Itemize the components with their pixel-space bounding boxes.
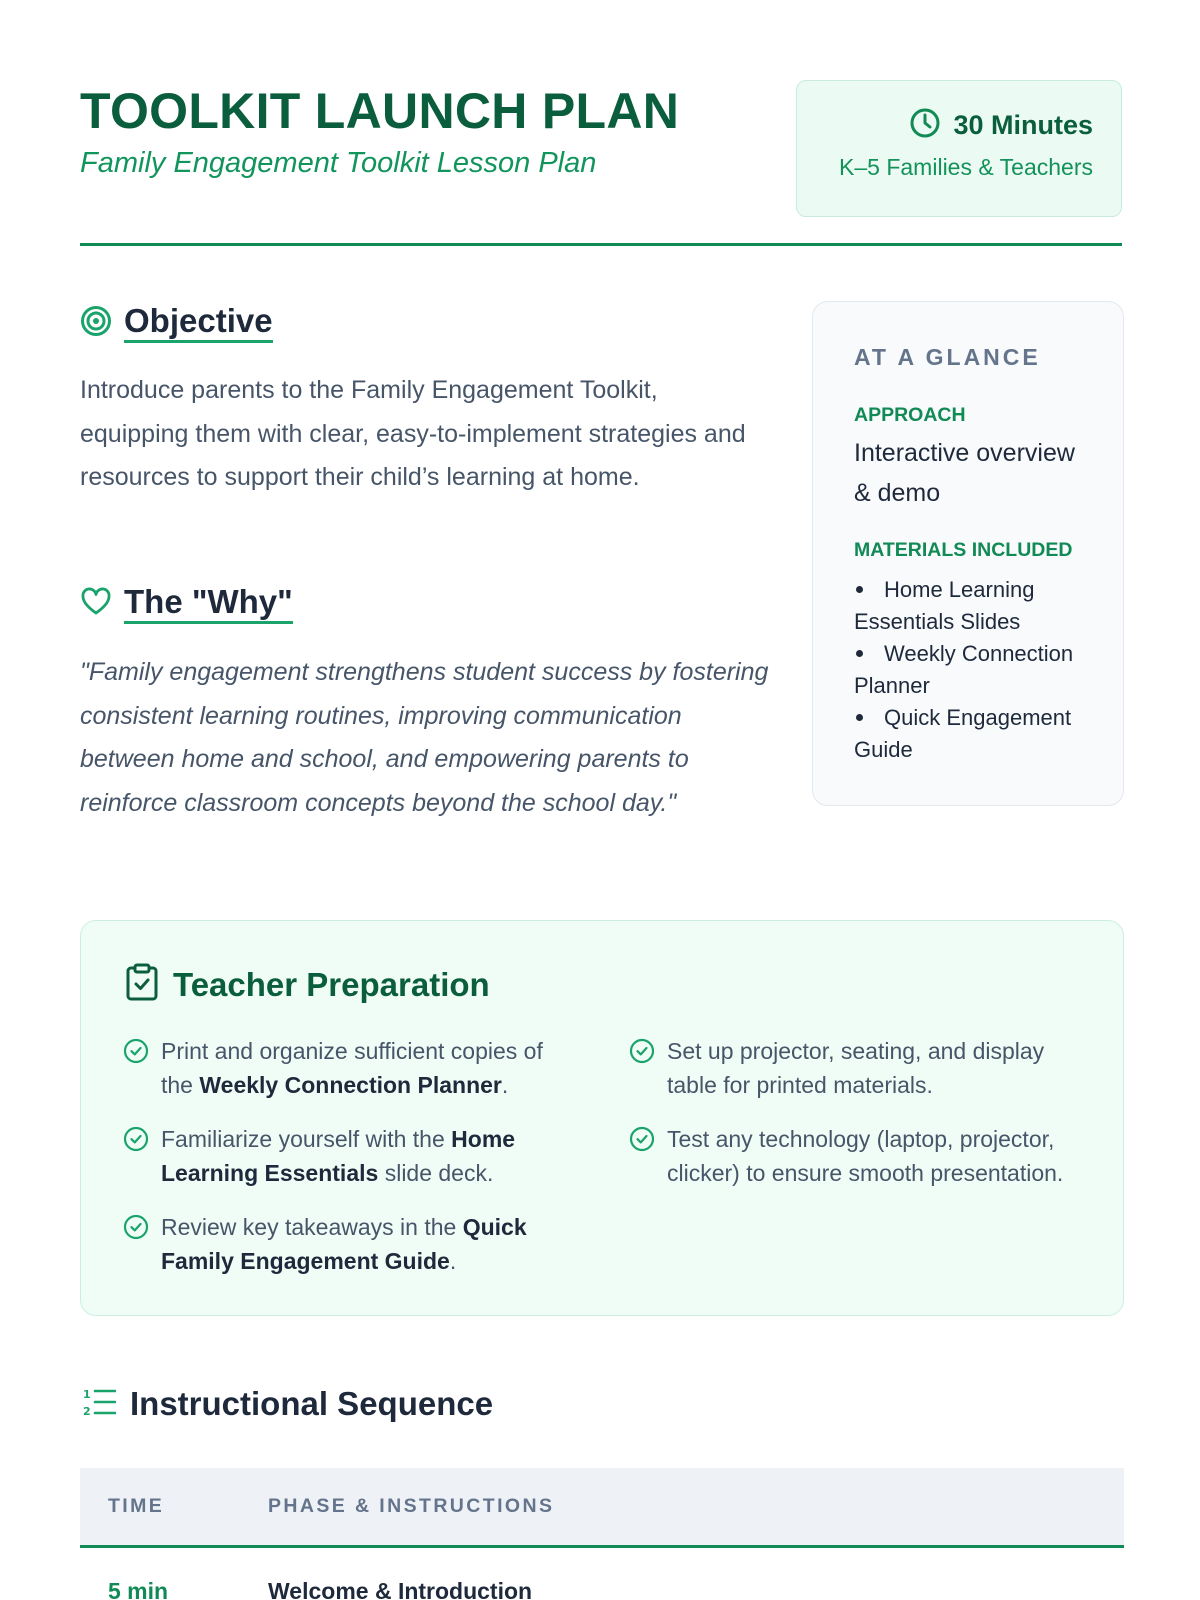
list-item: Weekly Connection Planner [854, 641, 1074, 698]
clipboard-check-icon [125, 963, 159, 1006]
svg-text:2: 2 [83, 1404, 91, 1418]
check-circle-icon [629, 1038, 655, 1073]
table-header [80, 1468, 1124, 1548]
why-heading: The "Why" [124, 584, 293, 624]
bullet-icon [856, 650, 863, 657]
sequence-table [80, 1468, 1124, 1600]
materials-list [854, 574, 1104, 766]
svg-text:1: 1 [83, 1387, 91, 1401]
clock-icon [909, 107, 941, 144]
objective-heading-row [80, 303, 273, 343]
check-circle-icon [123, 1126, 149, 1161]
list-item: Quick Engagement Guide [854, 705, 1072, 762]
numbered-list-icon [82, 1386, 116, 1423]
list-item: Review key takeaways in the Quick Family Engagement Guide. [123, 1210, 629, 1278]
list-item: Familiarize yourself with the Home Learning Essentials slide deck. [123, 1122, 629, 1190]
teacher-preparation-card [80, 920, 1124, 1316]
page-title: TOOLKIT LAUNCH PLAN [80, 83, 680, 139]
audience-text: K–5 Families & Teachers [839, 154, 1093, 180]
column-header-phase: PHASE & INSTRUCTIONS [268, 1495, 555, 1517]
column-header-time: TIME [108, 1495, 165, 1517]
approach-label: APPROACH [854, 404, 966, 426]
approach-value: Interactive overview & demo [854, 439, 1075, 507]
objective-heading: Objective [124, 303, 273, 343]
check-circle-icon [629, 1126, 655, 1161]
heart-icon [80, 586, 112, 623]
row-phase: Welcome & Introduction [268, 1578, 533, 1600]
table-row [80, 1548, 1124, 1600]
target-icon [80, 305, 112, 342]
list-item: Test any technology (laptop, projector, clicker) to ensure smooth presentation. [629, 1122, 1135, 1190]
check-circle-icon [123, 1214, 149, 1249]
glance-title: AT A GLANCE [854, 344, 1041, 370]
list-item: Set up projector, seating, and display table for printed materials. [629, 1034, 1135, 1102]
row-time: 5 min [108, 1578, 169, 1600]
bullet-icon [856, 714, 863, 721]
bullet-icon [856, 586, 863, 593]
why-quote: "Family engagement strengthens student success by fostering consistent learning routines, improving communication between home and school, and empowering parents to reinforce classroom concepts beyond the school day." [80, 658, 769, 817]
document-header [80, 80, 1122, 246]
sequence-heading: Instructional Sequence [130, 1385, 494, 1422]
at-a-glance-card [812, 301, 1124, 806]
list-item: Home Learning Essentials Slides [854, 577, 1035, 634]
duration-box [796, 80, 1122, 217]
page-subtitle: Family Engagement Toolkit Lesson Plan [80, 147, 597, 179]
materials-label: MATERIALS INCLUDED [854, 539, 1073, 561]
prep-column-right [629, 1034, 1135, 1298]
list-item: Print and organize sufficient copies of the Weekly Connection Planner. [123, 1034, 629, 1102]
prep-column-left [123, 1034, 629, 1298]
check-circle-icon [123, 1038, 149, 1073]
sequence-heading-row [82, 1385, 493, 1423]
objective-text: Introduce parents to the Family Engagement Toolkit, equipping them with clear, easy-to-implement strategies and resources to support their child’s learning at home. [80, 376, 746, 491]
duration-text: 30 Minutes [953, 110, 1093, 140]
why-heading-row [80, 584, 293, 624]
prep-heading: Teacher Preparation [173, 965, 490, 1003]
